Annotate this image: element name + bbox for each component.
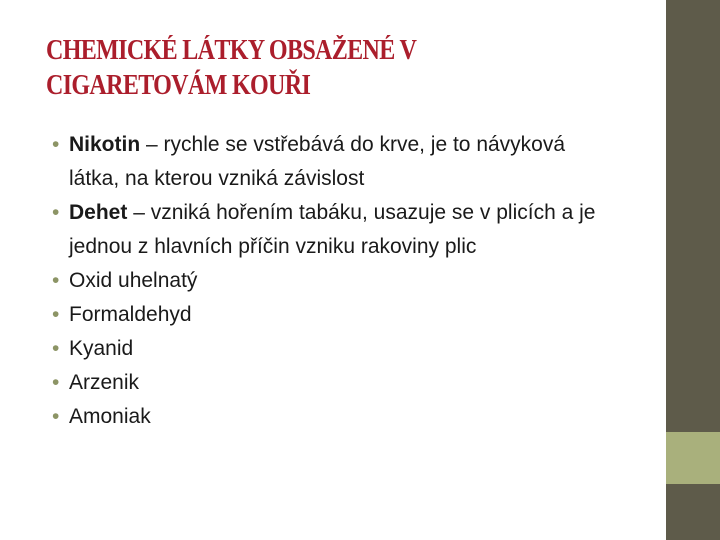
- bullet-icon: •: [52, 133, 60, 156]
- list-item-amoniak: [52, 400, 612, 434]
- bullet-icon: •: [52, 201, 60, 224]
- item-text: Formaldehyd: [69, 303, 192, 326]
- list-item-oxid-uhelnaty: [52, 264, 612, 298]
- decorative-sidebar: [666, 0, 720, 540]
- bullet-icon: •: [52, 371, 60, 394]
- list-item-dehet: [52, 196, 612, 264]
- bullet-icon: •: [52, 337, 60, 360]
- item-term: Dehet: [69, 201, 128, 224]
- item-text: Arzenik: [69, 371, 140, 394]
- list-item-kyanid: [52, 332, 612, 366]
- slide-title-line-2: CIGARETOVÁM KOUŘI: [46, 70, 311, 101]
- item-term: Nikotin: [69, 133, 141, 156]
- bullet-list: [52, 128, 612, 434]
- slide-title: [46, 33, 562, 103]
- list-item-formaldehyd: [52, 298, 612, 332]
- item-text: Kyanid: [69, 337, 134, 360]
- sidebar-accent-block: [666, 432, 720, 484]
- item-text: – rychle se vstřebává do krve, je to návyková látka, na kterou vzniká závislost: [69, 133, 566, 190]
- slide-title-line-1: CHEMICKÉ LÁTKY OBSAŽENÉ V: [46, 35, 417, 66]
- list-item-nikotin: [52, 128, 612, 196]
- item-text: Amoniak: [69, 405, 151, 428]
- list-item-arzenik: [52, 366, 612, 400]
- bullet-icon: •: [52, 303, 60, 326]
- bullet-icon: •: [52, 269, 60, 292]
- item-text: – vzniká hořením tabáku, usazuje se v plicích a je jednou z hlavních příčin vzniku rakoviny plic: [69, 201, 596, 258]
- bullet-icon: •: [52, 405, 60, 428]
- item-text: Oxid uhelnatý: [69, 269, 198, 292]
